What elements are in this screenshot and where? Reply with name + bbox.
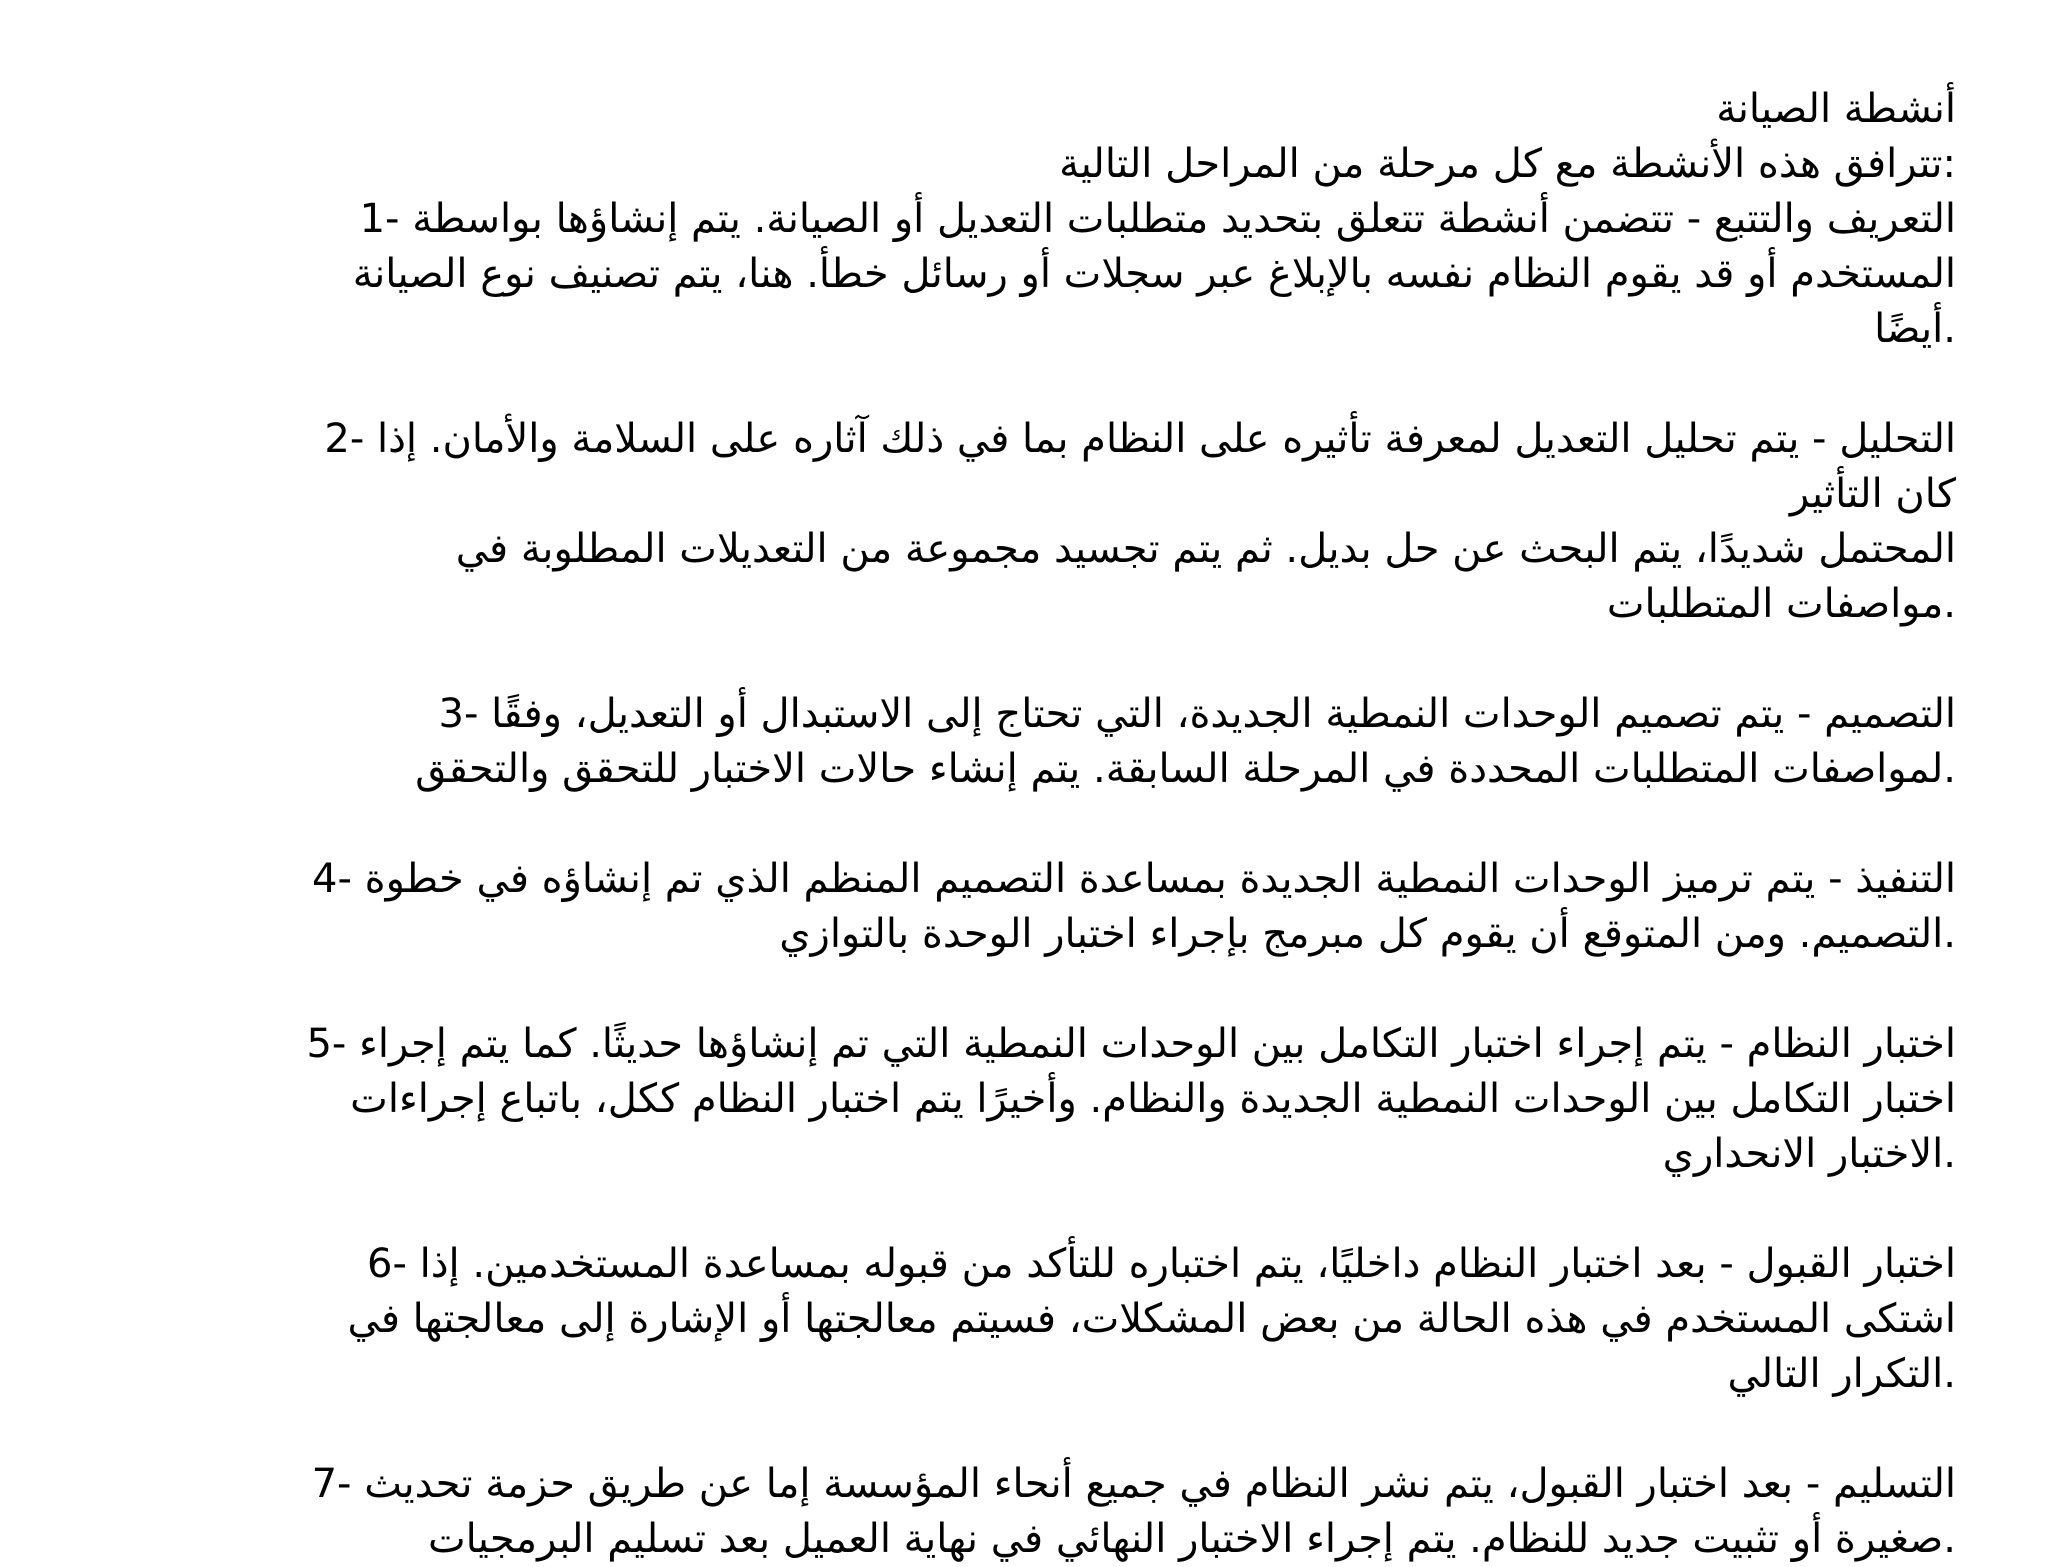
section-3	[96, 687, 1956, 797]
paragraph-line: أيضًا.	[1874, 306, 1956, 352]
document-intro: تترافق هذه الأنشطة مع كل مرحلة من المراحل التالية:	[1059, 141, 1956, 187]
paragraph-spacer	[96, 1182, 1956, 1237]
paragraph-spacer	[96, 797, 1956, 852]
section-7	[96, 1457, 1956, 1567]
paragraph-line: صغيرة أو تثبيت جديد للنظام. يتم إجراء الاختبار النهائي في نهاية العميل بعد تسليم البرمجيات.	[427, 1516, 1956, 1562]
paragraph-line: اختبار التكامل بين الوحدات النمطية الجديدة والنظام. وأخيرًا يتم اختبار النظام ككل، باتباع إجراءات	[350, 1076, 1956, 1122]
document-title: أنشطة الصيانة	[1716, 86, 1956, 132]
paragraph-spacer	[96, 357, 1956, 412]
paragraph-line: التكرار التالي.	[1727, 1351, 1956, 1397]
paragraph-line: مواصفات المتطلبات.	[1606, 581, 1956, 627]
section-1	[96, 192, 1956, 357]
paragraph-line: لمواصفات المتطلبات المحددة في المرحلة السابقة. يتم إنشاء حالات الاختبار للتحقق والتحقق.	[415, 746, 1956, 792]
section-6	[96, 1237, 1956, 1402]
paragraph-line: اشتكى المستخدم في هذه الحالة من بعض المشكلات، فسيتم معالجتها أو الإشارة إلى معالجتها في	[347, 1296, 1956, 1342]
paragraph-line: 3- التصميم - يتم تصميم الوحدات النمطية الجديدة، التي تحتاج إلى الاستبدال أو التعديل، وفقًا	[438, 691, 1956, 737]
paragraph-line: 1- التعريف والتتبع - تتضمن أنشطة تتعلق بتحديد متطلبات التعديل أو الصيانة. يتم إنشاؤها بواسطة	[359, 196, 1956, 242]
paragraph-line: المحتمل شديدًا، يتم البحث عن حل بديل. ثم يتم تجسيد مجموعة من التعديلات المطلوبة في	[455, 526, 1956, 572]
paragraph-line: 4- التنفيذ - يتم ترميز الوحدات النمطية الجديدة بمساعدة التصميم المنظم الذي تم إنشاؤه في خطوة	[312, 856, 1956, 902]
section-4	[96, 852, 1956, 962]
paragraph-spacer	[96, 632, 1956, 687]
paragraph-line: 5- اختبار النظام - يتم إجراء اختبار التكامل بين الوحدات النمطية التي تم إنشاؤها حديثًا. كما يتم إجراء	[306, 1021, 1956, 1067]
paragraph-line: كان التأثير	[1789, 471, 1956, 517]
paragraph-line: 2- التحليل - يتم تحليل التعديل لمعرفة تأثيره على النظام بما في ذلك آثاره على السلامة والأمان. إذا	[324, 416, 1956, 462]
paragraph-line: 7- التسليم - بعد اختبار القبول، يتم نشر النظام في جميع أنحاء المؤسسة إما عن طريق حزمة تحديث	[311, 1461, 1956, 1507]
paragraph-spacer	[96, 1402, 1956, 1457]
section-2	[96, 412, 1956, 632]
document-page	[96, 82, 1956, 1567]
paragraph-line: المستخدم أو قد يقوم النظام نفسه بالإبلاغ عبر سجلات أو رسائل خطأ. هنا، يتم تصنيف نوع الصيانة	[352, 251, 1956, 297]
paragraph-spacer	[96, 962, 1956, 1017]
paragraph-line: 6- اختبار القبول - بعد اختبار النظام داخليًا، يتم اختباره للتأكد من قبوله بمساعدة المستخدمين. إذا	[367, 1241, 1956, 1287]
paragraph-line: الاختبار الانحداري.	[1662, 1131, 1956, 1177]
paragraph-line: التصميم. ومن المتوقع أن يقوم كل مبرمج بإجراء اختبار الوحدة بالتوازي.	[779, 911, 1956, 957]
section-5	[96, 1017, 1956, 1182]
